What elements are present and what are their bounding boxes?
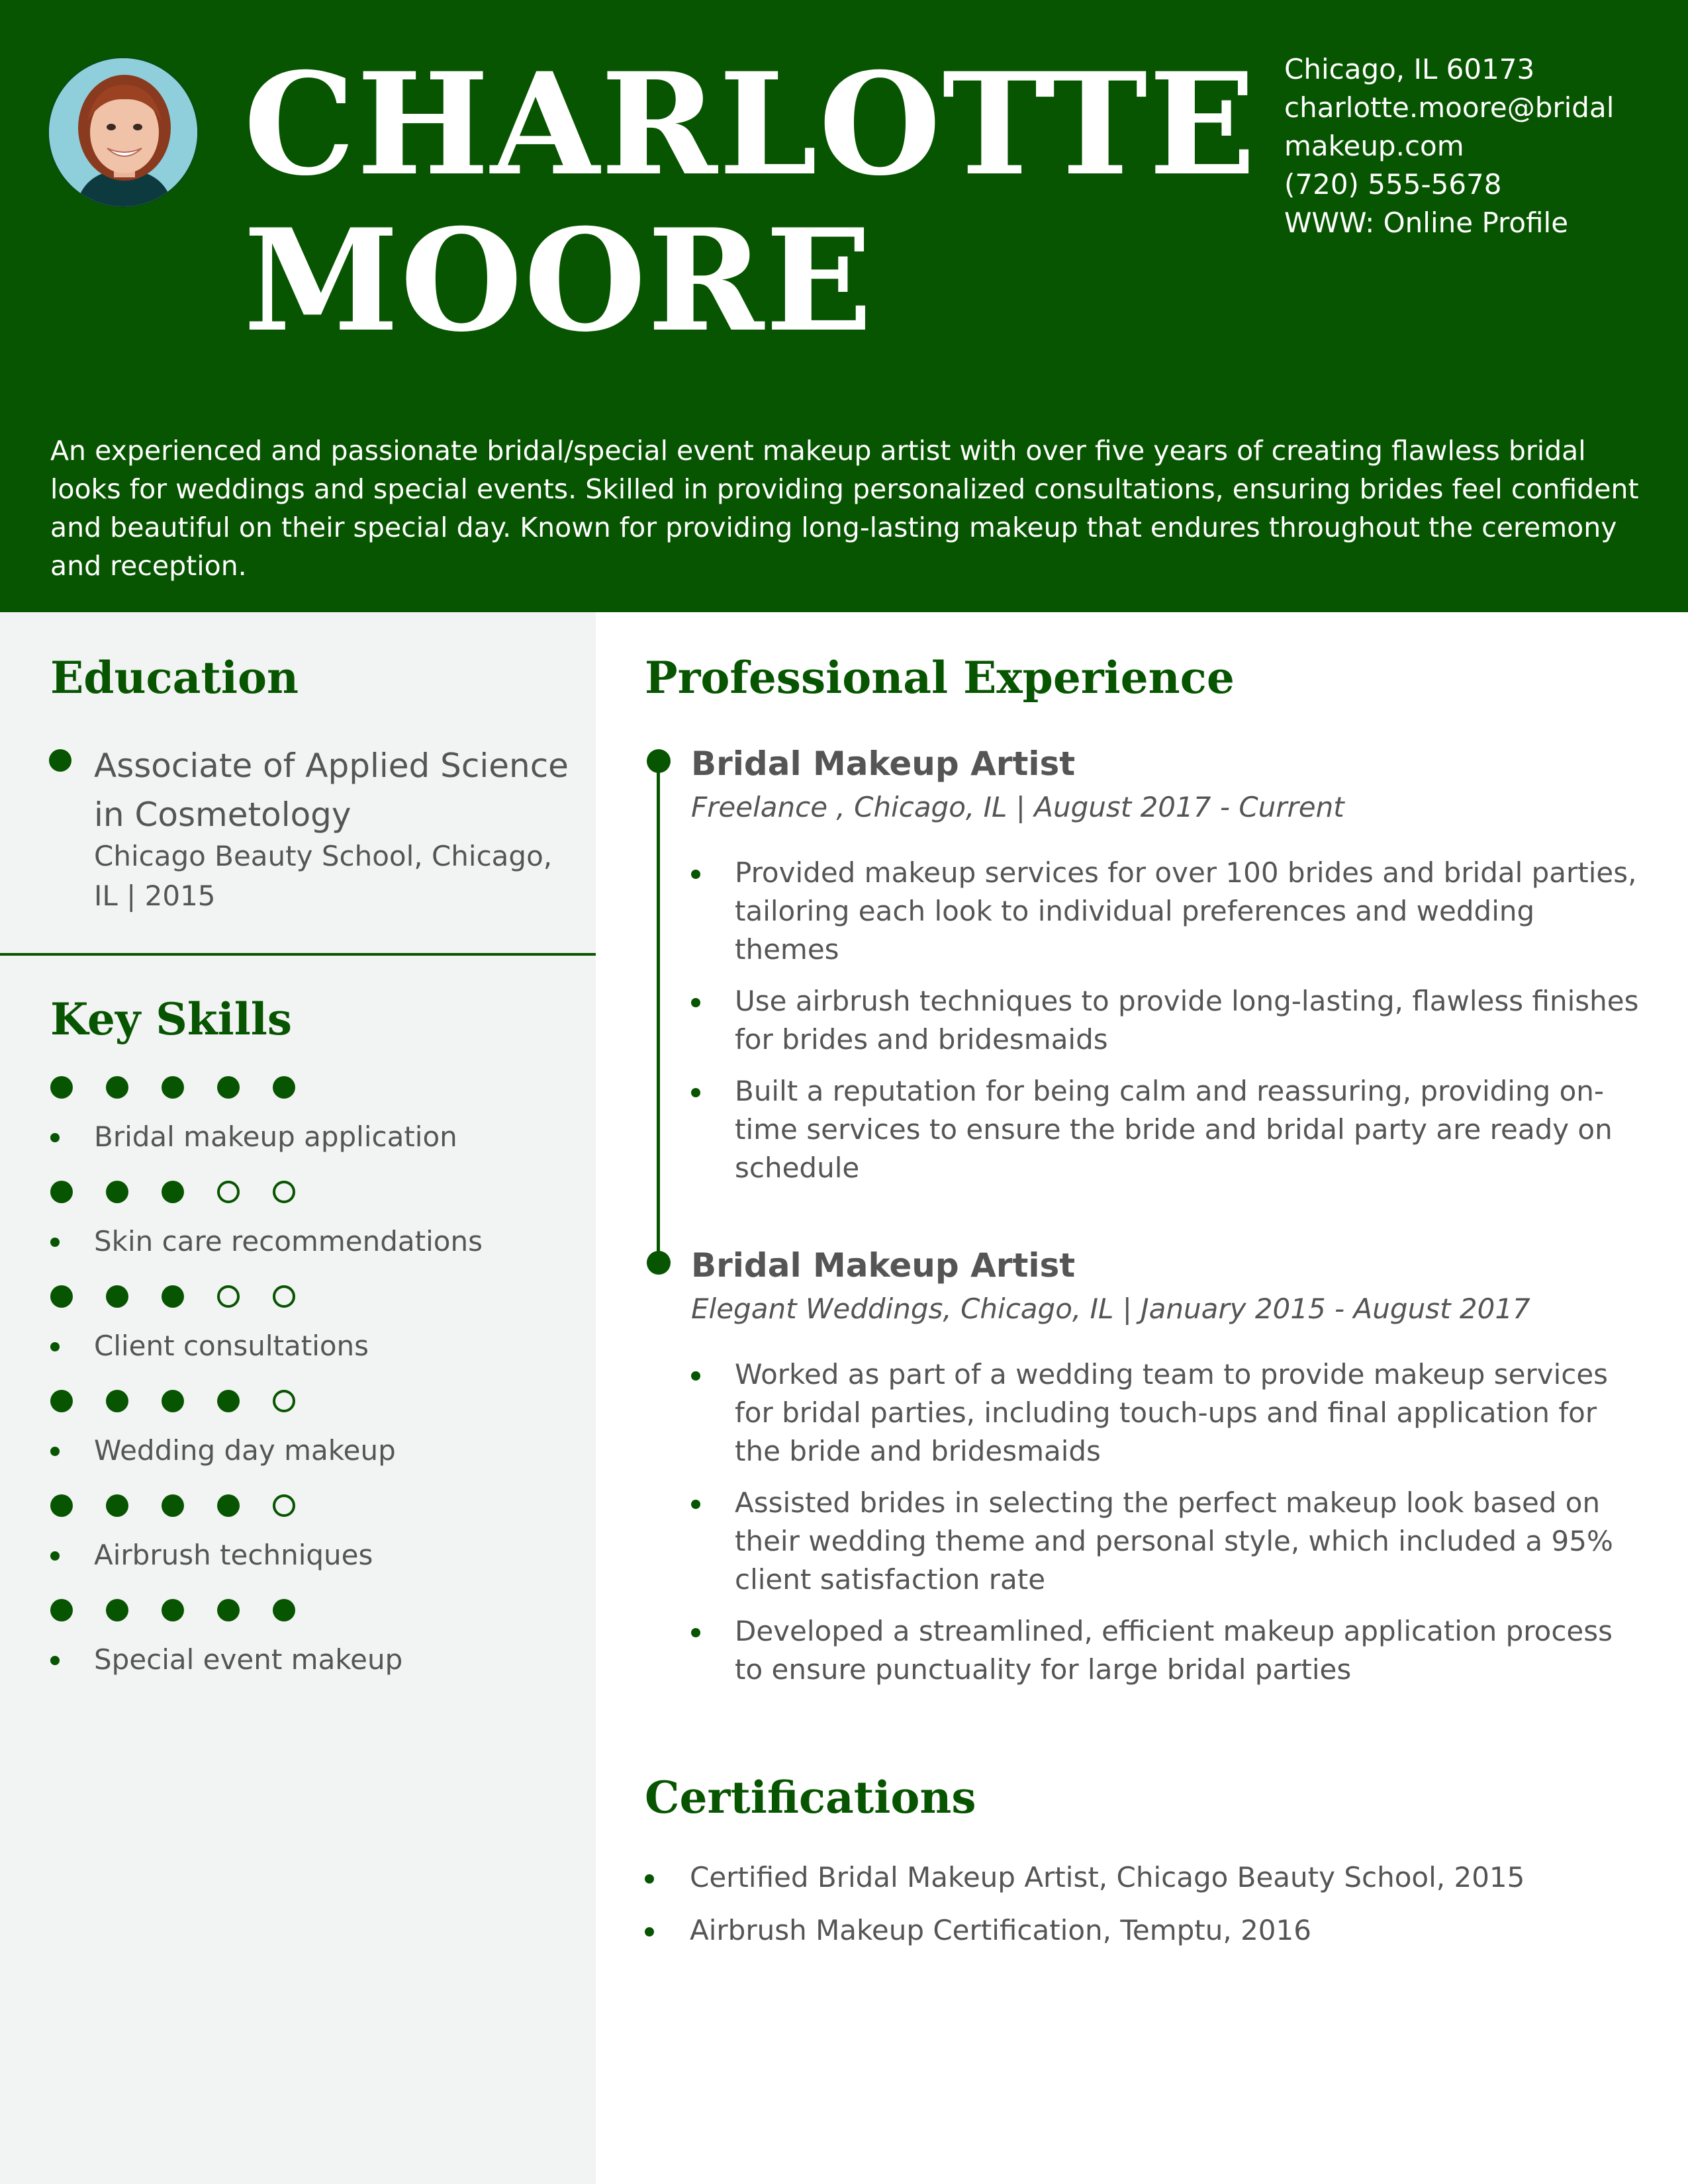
- skill-item: [50, 1181, 580, 1280]
- rating-dot-filled-icon: [217, 1390, 240, 1412]
- skill-item: [50, 1390, 580, 1489]
- list-item: [691, 1484, 1644, 1599]
- contact-location: Chicago, IL 60173: [1284, 53, 1535, 85]
- certification-text: Certified Bridal Makeup Artist, Chicago Beauty School, 2015: [690, 1861, 1525, 1893]
- skill-item: [50, 1285, 580, 1385]
- certifications-list: [645, 1858, 1638, 1964]
- list-item: [691, 982, 1644, 1059]
- skill-label: Wedding day makeup: [94, 1434, 396, 1467]
- rating-dot-filled-icon: [106, 1181, 128, 1203]
- rating-dot-filled-icon: [162, 1494, 184, 1517]
- skill-label: Special event makeup: [94, 1643, 403, 1676]
- rating-dot-filled-icon: [162, 1285, 184, 1308]
- professional-summary: An experienced and passionate bridal/special event makeup artist with over five years of creating flawless bridal looks for weddings and special events. Skilled in providing personalized consultations, ensuring brides feel confident and beautiful on their special day. Known for providing long-lasting makeup that endures throughout the ceremony and reception.: [50, 435, 1639, 582]
- name-first: CHARLOTTE: [244, 42, 1257, 206]
- skill-rating: [50, 1076, 381, 1103]
- education-bullet-icon: [49, 749, 71, 772]
- rating-dot-filled-icon: [217, 1076, 240, 1099]
- bullet-icon: [645, 1927, 654, 1936]
- education-heading: Education: [50, 652, 299, 704]
- rating-dot-filled-icon: [106, 1599, 128, 1621]
- rating-dot-filled-icon: [162, 1390, 184, 1412]
- rating-dot-filled-icon: [50, 1494, 73, 1517]
- bullet-text: Developed a streamlined, efficient makeup application process to ensure punctuality for large bridal parties: [735, 1615, 1613, 1686]
- contact-website[interactable]: WWW: Online Profile: [1284, 206, 1569, 239]
- experience-heading: Professional Experience: [645, 652, 1235, 704]
- rating-dot-filled-icon: [106, 1076, 128, 1099]
- experience-timeline: [657, 761, 660, 1264]
- list-item: [691, 854, 1644, 969]
- rating-dot-filled-icon: [50, 1599, 73, 1621]
- rating-dot-filled-icon: [50, 1181, 73, 1203]
- contact-email-line2[interactable]: makeup.com: [1284, 130, 1464, 162]
- skill-rating: [50, 1599, 381, 1625]
- list-item: [645, 1911, 1638, 1950]
- bullet-text: Use airbrush techniques to provide long-lasting, flawless finishes for brides and bridesmaids: [735, 985, 1639, 1056]
- bullet-text: Provided makeup services for over 100 brides and bridal parties, tailoring each look to individual preferences and wedding themes: [735, 856, 1637, 966]
- bullet-icon: [691, 1500, 700, 1509]
- education-degree: Associate of Applied Science in Cosmetology: [94, 747, 569, 834]
- bullet-icon: [691, 1628, 700, 1637]
- bullet-text: Built a reputation for being calm and reassuring, providing on-time services to ensure the bride and bridal party are ready on schedule: [735, 1075, 1613, 1184]
- bullet-icon: [50, 1342, 60, 1351]
- resume-header: [0, 0, 1688, 612]
- job-meta: Freelance , Chicago, IL | August 2017 - Current: [691, 791, 1344, 823]
- rating-dot-filled-icon: [273, 1076, 295, 1099]
- bullet-icon: [50, 1238, 60, 1247]
- sidebar-divider: [0, 953, 596, 956]
- rating-dot-filled-icon: [162, 1599, 184, 1621]
- rating-dot-filled-icon: [106, 1390, 128, 1412]
- skill-rating: [50, 1181, 381, 1207]
- avatar-illustration: [49, 58, 199, 208]
- candidate-name: [244, 42, 1257, 363]
- skill-item: [50, 1494, 580, 1594]
- bullet-text: Assisted brides in selecting the perfect makeup look based on their wedding theme and personal style, which included a 95% client satisfaction rate: [735, 1486, 1613, 1596]
- bullet-icon: [691, 1088, 700, 1097]
- bullet-icon: [691, 998, 700, 1007]
- bullet-icon: [50, 1656, 60, 1665]
- skill-label: Client consultations: [94, 1330, 369, 1362]
- bullet-icon: [50, 1551, 60, 1561]
- skill-rating: [50, 1494, 381, 1521]
- job-title: Bridal Makeup Artist: [691, 1246, 1076, 1285]
- bullet-text: Worked as part of a wedding team to provide makeup services for bridal parties, including touch-ups and final application for the bride and bridesmaids: [735, 1358, 1609, 1467]
- rating-dot-empty-icon: [217, 1181, 240, 1203]
- rating-dot-empty-icon: [273, 1285, 295, 1308]
- list-item: [691, 1612, 1644, 1689]
- skill-label: Bridal makeup application: [94, 1120, 457, 1153]
- rating-dot-filled-icon: [50, 1076, 73, 1099]
- rating-dot-filled-icon: [217, 1494, 240, 1517]
- list-item: [691, 1072, 1644, 1187]
- contact-email-line1[interactable]: charlotte.moore@bridal: [1284, 91, 1615, 124]
- bullet-icon: [50, 1133, 60, 1142]
- timeline-dot-icon: [647, 749, 671, 773]
- rating-dot-filled-icon: [162, 1076, 184, 1099]
- list-item: [691, 1355, 1644, 1471]
- skill-item: [50, 1599, 580, 1698]
- rating-dot-filled-icon: [273, 1599, 295, 1621]
- contact-phone: (720) 555-5678: [1284, 168, 1502, 201]
- list-item: [645, 1858, 1638, 1897]
- bullet-icon: [691, 1371, 700, 1381]
- education-school: Chicago Beauty School, Chicago, IL | 2015: [94, 840, 553, 912]
- name-last: MOORE: [244, 198, 874, 363]
- rating-dot-empty-icon: [217, 1285, 240, 1308]
- bullet-icon: [691, 870, 700, 879]
- job-title: Bridal Makeup Artist: [691, 745, 1076, 783]
- contact-block: [1284, 50, 1655, 242]
- profile-photo: [48, 57, 199, 208]
- skill-label: Skin care recommendations: [94, 1225, 483, 1257]
- skill-item: [50, 1076, 580, 1175]
- certification-text: Airbrush Makeup Certification, Temptu, 2016: [690, 1914, 1311, 1946]
- rating-dot-filled-icon: [50, 1390, 73, 1412]
- timeline-dot-icon: [647, 1251, 671, 1275]
- skill-rating: [50, 1285, 381, 1312]
- rating-dot-filled-icon: [162, 1181, 184, 1203]
- key-skills-heading: Key Skills: [50, 993, 292, 1045]
- rating-dot-filled-icon: [217, 1599, 240, 1621]
- skill-rating: [50, 1390, 381, 1416]
- rating-dot-empty-icon: [273, 1494, 295, 1517]
- rating-dot-filled-icon: [50, 1285, 73, 1308]
- rating-dot-filled-icon: [106, 1494, 128, 1517]
- rating-dot-empty-icon: [273, 1181, 295, 1203]
- certifications-heading: Certifications: [645, 1772, 976, 1823]
- skill-label: Airbrush techniques: [94, 1539, 373, 1571]
- job-bullets: [691, 1355, 1644, 1702]
- bullet-icon: [50, 1447, 60, 1456]
- rating-dot-filled-icon: [106, 1285, 128, 1308]
- job-meta: Elegant Weddings, Chicago, IL | January 2015 - August 2017: [691, 1293, 1530, 1325]
- rating-dot-empty-icon: [273, 1390, 295, 1412]
- bullet-icon: [645, 1874, 654, 1884]
- job-bullets: [691, 854, 1644, 1201]
